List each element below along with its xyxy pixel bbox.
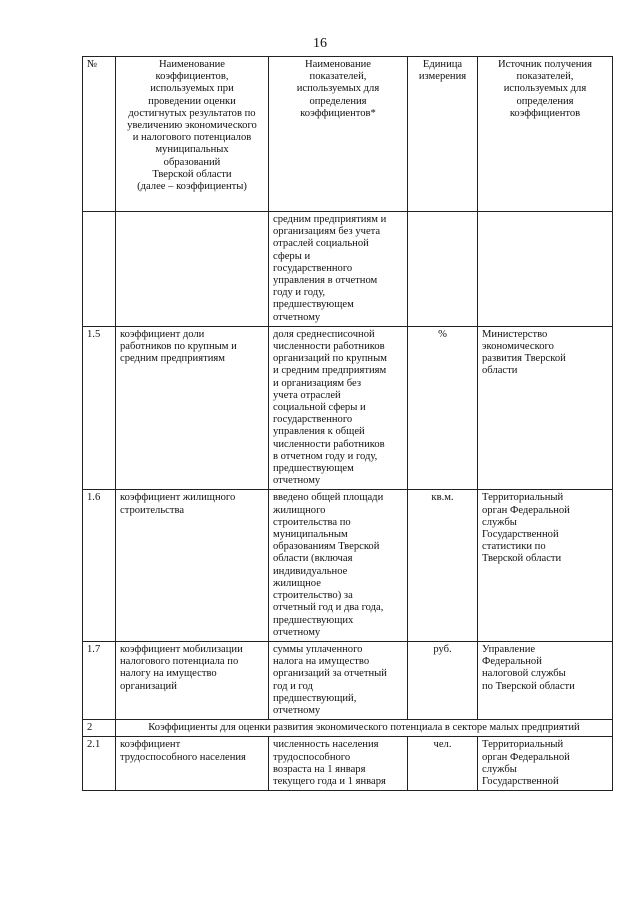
coefficients-table [82, 56, 613, 791]
section-number: 2 [83, 720, 116, 737]
header-indicator-name: Наименование показателей, используемых для определения коэффициентов* [269, 57, 408, 212]
indicator-name: доля среднесписочной численности работников организаций по крупным и средним предприятиям и организациям без учета отраслей социальной сферы и государственного управления к общей численности работников в отчетном году и году, предшествующем отчетному [269, 326, 408, 490]
page-number: 16 [313, 36, 327, 51]
table-row [83, 490, 613, 641]
table-row [83, 737, 613, 791]
coefficient-name: коэффициент мобилизации налогового потенциала по налогу на имущество организаций [116, 641, 269, 719]
unit: чел. [408, 737, 478, 791]
table-row [83, 641, 613, 719]
table-row [83, 212, 613, 327]
source: Министерство экономического развития Тверской области [478, 326, 613, 490]
section-row [83, 720, 613, 737]
source: Управление Федеральной налоговой службы по Тверской области [478, 641, 613, 719]
coefficient-name: коэффициент жилищного строительства [116, 490, 269, 641]
row-number: 1.6 [83, 490, 116, 641]
header-coefficient-name: Наименование коэффициентов, используемых при проведении оценки достигнутых результатов по увеличению экономического и налогового потенциалов муниципальных образований Тверской области (далее – коэффициенты) [116, 57, 269, 212]
coefficient-name: коэффициент доли работников по крупным и средним предприятиям [116, 326, 269, 490]
section-title: Коэффициенты для оценки развития экономического потенциала в секторе малых предприятий [116, 720, 613, 737]
row-number: 1.7 [83, 641, 116, 719]
indicator-name: численность населения трудоспособного возраста на 1 января текущего года и 1 января [269, 737, 408, 791]
source [478, 212, 613, 327]
unit [408, 212, 478, 327]
table-row [83, 326, 613, 490]
row-number: 1.5 [83, 326, 116, 490]
source: Территориальный орган Федеральной службы Государственной [478, 737, 613, 791]
coefficient-name [116, 212, 269, 327]
coefficient-name: коэффициент трудоспособного населения [116, 737, 269, 791]
indicator-name: суммы уплаченного налога на имущество организаций за отчетный год и год предшествующий, отчетному [269, 641, 408, 719]
indicator-name: введено общей площади жилищного строительства по муниципальным образованиям Тверской области (включая индивидуальное жилищное строительство) за отчетный год и два года, предшествующих отчетному [269, 490, 408, 641]
header-unit: Единица измерения [408, 57, 478, 212]
table-header-row [83, 57, 613, 212]
indicator-name: средним предприятиям и организациям без учета отраслей социальной сферы и государственного управления в отчетном году и году, предшествующем отчетному [269, 212, 408, 327]
row-number: 2.1 [83, 737, 116, 791]
header-source: Источник получения показателей, используемых для определения коэффициентов [478, 57, 613, 212]
unit: кв.м. [408, 490, 478, 641]
unit: % [408, 326, 478, 490]
source: Территориальный орган Федеральной службы Государственной статистики по Тверской области [478, 490, 613, 641]
header-no: № [83, 57, 116, 212]
row-number [83, 212, 116, 327]
unit: руб. [408, 641, 478, 719]
